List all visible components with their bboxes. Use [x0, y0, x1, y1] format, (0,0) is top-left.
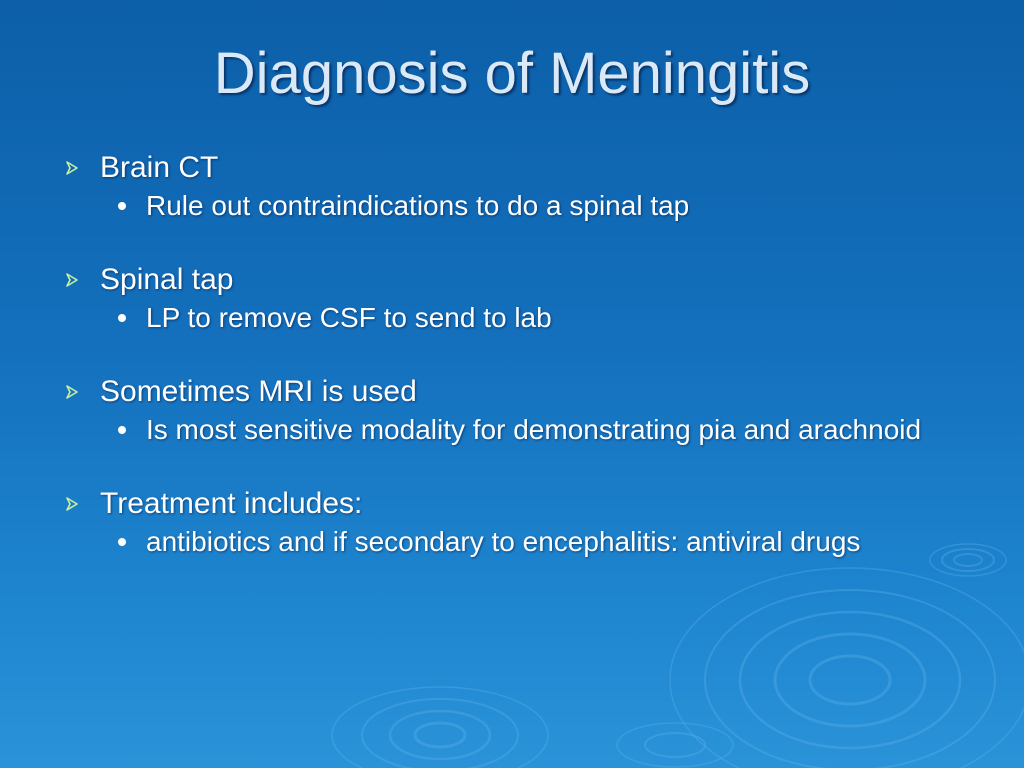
sub-bullet-item [112, 412, 952, 448]
bullet-item [64, 372, 964, 412]
bullet-item [64, 260, 964, 300]
arrow-bullet-icon [64, 260, 100, 300]
dot-bullet-icon [112, 188, 146, 224]
bullet-text: Brain CT [100, 151, 219, 184]
sub-bullet-text: antibiotics and if secondary to encephalitis: antiviral drugs [146, 526, 861, 557]
arrow-bullet-icon [64, 148, 100, 188]
bullet-group-treatment [64, 484, 964, 560]
sub-bullet-item [112, 524, 952, 560]
bullet-group-mri [64, 372, 964, 448]
sub-bullet-text: Is most sensitive modality for demonstrating pia and arachnoid [146, 414, 922, 445]
bullet-text: Sometimes MRI is used [100, 375, 417, 408]
bullet-item [64, 148, 964, 188]
sub-bullet-item [112, 188, 952, 224]
sub-bullet-item [112, 300, 952, 336]
bullet-group-brain-ct [64, 148, 964, 224]
arrow-bullet-icon [64, 372, 100, 412]
dot-bullet-icon [112, 412, 146, 448]
bullet-text: Treatment includes: [100, 487, 363, 520]
sub-bullet-text: LP to remove CSF to send to lab [146, 302, 552, 333]
slide-title: Diagnosis of Meningitis [213, 41, 811, 106]
dot-bullet-icon [112, 300, 146, 336]
arrow-bullet-icon [64, 484, 100, 524]
dot-bullet-icon [112, 524, 146, 560]
bullet-group-spinal-tap [64, 260, 964, 336]
bullet-item [64, 484, 964, 524]
bullet-list [64, 148, 964, 596]
sub-bullet-text: Rule out contraindications to do a spinal tap [146, 190, 690, 221]
bullet-text: Spinal tap [100, 263, 234, 296]
